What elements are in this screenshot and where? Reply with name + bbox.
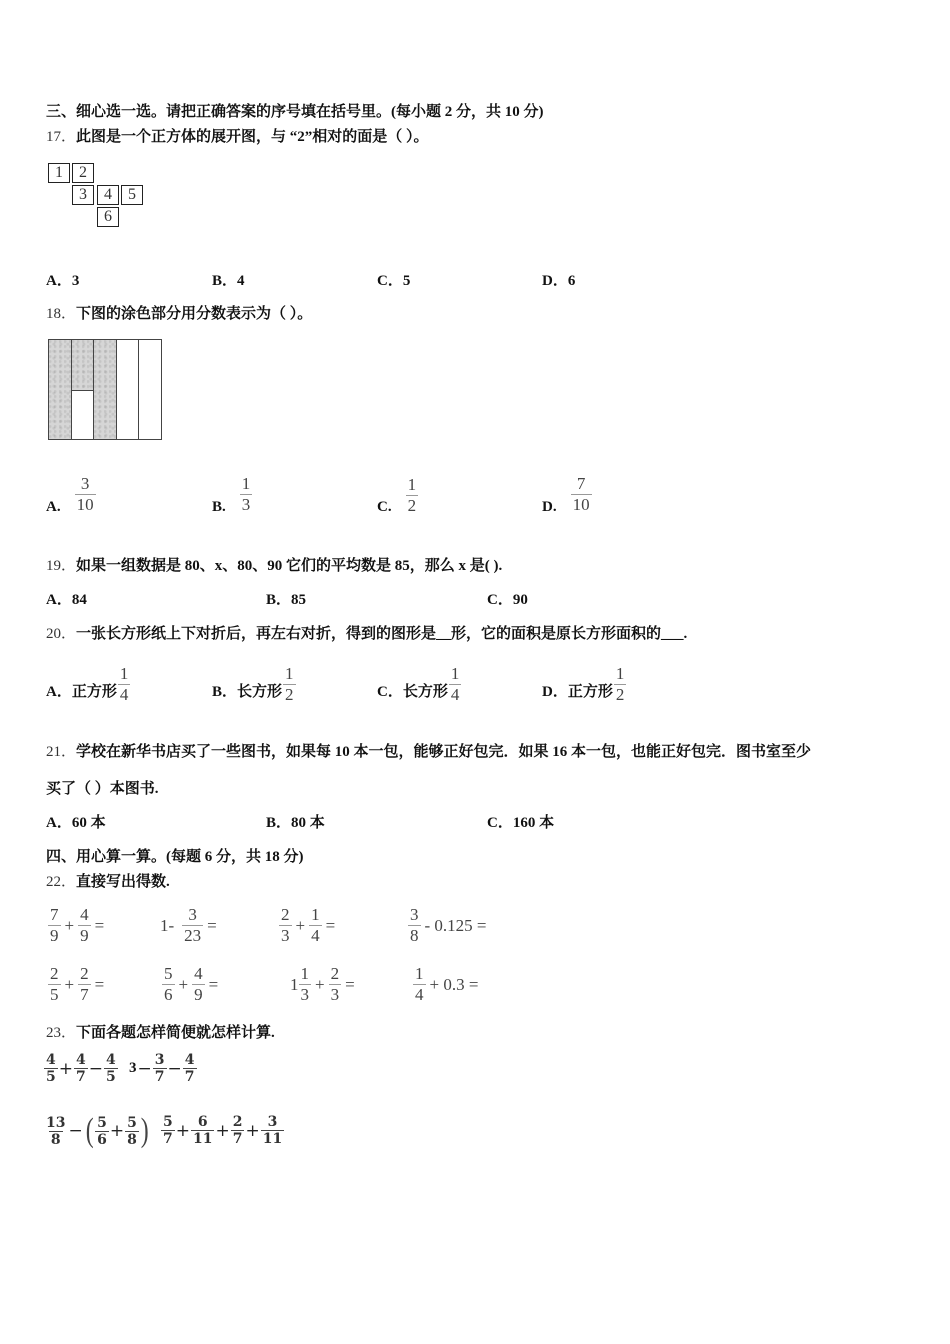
blank-strip bbox=[139, 340, 162, 439]
question-text: 如果一组数据是 80、x、80、90 它们的平均数是 85，那么 x 是( ). bbox=[76, 558, 503, 574]
section-3-heading: 三、细心选一选。请把正确答案的序号填在括号里。(每小题 2 分，共 10 分) bbox=[46, 104, 544, 120]
question-text: 一张长方形纸上下对折后，再左右对折，得到的图形是__形，它的面积是原长方形面积的___. bbox=[76, 626, 688, 642]
net-face-6: 6 bbox=[97, 207, 119, 227]
option-label: A． bbox=[46, 273, 72, 289]
simplify-expression-3: $\frac{13}{8}$ − ( $\frac{5}{6}$ + $\frac{5}{8}$ ) bbox=[46, 1112, 149, 1149]
q17-option-d[interactable] bbox=[542, 272, 575, 290]
calc-expression: $\frac{1}{4}$ + 0.3 = bbox=[415, 964, 479, 1004]
calc-expression: $\frac{5}{6}$ + $\frac{4}{9}$ = bbox=[164, 964, 219, 1004]
q19-option-c[interactable]: C．90 bbox=[487, 592, 528, 608]
question-21-continued: 买了（ ）本图书. bbox=[46, 781, 159, 797]
question-number: 20． bbox=[46, 626, 77, 642]
net-face-1: 1 bbox=[48, 163, 70, 183]
q17-option-a[interactable] bbox=[46, 272, 79, 290]
calc-expression: $\frac{2}{3}$ + $\frac{1}{4}$ = bbox=[281, 905, 336, 945]
question-text: 下面各题怎样简便就怎样计算. bbox=[76, 1025, 275, 1041]
q18-option-c[interactable] bbox=[377, 474, 420, 516]
simplify-expression-1: $\frac{4}{5}$ + $\frac{4}{7}$ − $\frac{4}{5}$ bbox=[46, 1052, 116, 1085]
shaded-strip bbox=[49, 340, 72, 439]
calc-expression: 1 $\frac{1}{3}$ + $\frac{2}{3}$ = bbox=[290, 964, 355, 1004]
q20-option-d[interactable]: D． 正方形 $\frac{1}{2}$ bbox=[542, 664, 625, 704]
question-text: 下图的涂色部分用分数表示为（ ）。 bbox=[76, 306, 313, 322]
question-number: 22． bbox=[46, 874, 77, 890]
simplify-expression-2: 3 − $\frac{3}{7}$ − $\frac{4}{7}$ bbox=[129, 1052, 195, 1085]
option-label: B. bbox=[212, 499, 226, 515]
q20-option-b[interactable]: B． 长方形 $\frac{1}{2}$ bbox=[212, 664, 294, 704]
q17-option-b[interactable] bbox=[212, 272, 245, 290]
question-text: 学校在新华书店买了一些图书，如果每 10 本一包，能够正好包完．如果 16 本一包，也能正好包完．图书室至少 bbox=[76, 744, 812, 760]
net-face-5: 5 bbox=[121, 185, 143, 205]
q20-option-c[interactable]: C． 长方形 $\frac{1}{4}$ bbox=[377, 664, 460, 704]
q21-option-b[interactable]: B．80 本 bbox=[266, 815, 325, 831]
section-4-heading: 四、用心算一算。(每题 6 分，共 18 分) bbox=[46, 849, 304, 865]
fraction: $\frac{1}{2}$ bbox=[615, 664, 625, 704]
question-number: 19． bbox=[46, 558, 77, 574]
option-label: A. bbox=[46, 499, 61, 515]
option-value: 4 bbox=[237, 273, 245, 289]
question-text: 直接写出得数. bbox=[76, 874, 170, 890]
fraction: $\frac{1}{3}$ bbox=[241, 473, 251, 514]
calc-expression: 1- $\frac{3}{23}$ = bbox=[160, 905, 217, 945]
option-label: B． bbox=[212, 273, 238, 289]
option-value: 5 bbox=[402, 273, 411, 289]
q18-option-d[interactable] bbox=[542, 472, 594, 516]
question-number: 21． bbox=[46, 744, 77, 760]
question-number: 23． bbox=[46, 1025, 77, 1041]
cube-net-figure bbox=[48, 163, 158, 229]
question-number: 18． bbox=[46, 306, 77, 322]
q17-option-c[interactable] bbox=[377, 272, 410, 290]
calc-expression: $\frac{7}{9}$ + $\frac{4}{9}$ = bbox=[50, 905, 105, 945]
question-23 bbox=[46, 1024, 275, 1042]
q21-option-a[interactable]: A．60 本 bbox=[46, 815, 106, 831]
question-21 bbox=[46, 743, 811, 761]
option-value: 6 bbox=[567, 273, 576, 289]
question-19 bbox=[46, 557, 502, 575]
question-number: 17． bbox=[46, 129, 77, 145]
q19-option-b[interactable]: B．85 bbox=[266, 592, 307, 608]
fraction: $\frac{1}{2}$ bbox=[285, 664, 294, 704]
fraction: $\frac{1}{2}$ bbox=[407, 474, 417, 515]
calc-expression: $\frac{3}{8}$ - 0.125 = bbox=[410, 905, 487, 945]
question-20 bbox=[46, 625, 687, 643]
blank-strip bbox=[117, 340, 140, 439]
simplify-expression-4: $\frac{5}{7}$ + $\frac{6}{11}$ + $\frac{2}{7}$ + $\frac{3}{11}$ bbox=[163, 1114, 283, 1147]
net-face-3: 3 bbox=[72, 185, 94, 205]
option-label: D. bbox=[542, 499, 557, 515]
fraction: $\frac{3}{10}$ bbox=[76, 473, 94, 514]
fraction: $\frac{1}{4}$ bbox=[450, 664, 460, 704]
shaded-strip bbox=[94, 340, 117, 439]
option-label: D． bbox=[542, 273, 568, 289]
option-value: 3 bbox=[71, 273, 80, 289]
option-label: C． bbox=[377, 273, 403, 289]
q18-option-a[interactable] bbox=[46, 472, 98, 516]
net-face-4: 4 bbox=[97, 185, 119, 205]
net-face-2: 2 bbox=[72, 163, 94, 183]
question-text: 此图是一个正方体的展开图，与 “2”相对的面是（ ）。 bbox=[76, 129, 429, 145]
half-shaded-strip bbox=[72, 340, 95, 439]
option-label: C. bbox=[377, 499, 392, 515]
calc-expression: $\frac{2}{5}$ + $\frac{2}{7}$ = bbox=[50, 964, 105, 1004]
shaded-fraction-figure bbox=[48, 339, 162, 440]
fraction: $\frac{7}{10}$ bbox=[572, 473, 590, 514]
question-17 bbox=[46, 128, 429, 146]
question-18 bbox=[46, 305, 312, 323]
question-22 bbox=[46, 873, 170, 891]
q21-option-c[interactable]: C．160 本 bbox=[487, 815, 555, 831]
fraction: $\frac{1}{4}$ bbox=[119, 664, 129, 704]
q19-option-a[interactable]: A．84 bbox=[46, 592, 87, 608]
q20-option-a[interactable]: A． 正方形 $\frac{1}{4}$ bbox=[46, 664, 129, 704]
q18-option-b[interactable] bbox=[212, 472, 254, 516]
